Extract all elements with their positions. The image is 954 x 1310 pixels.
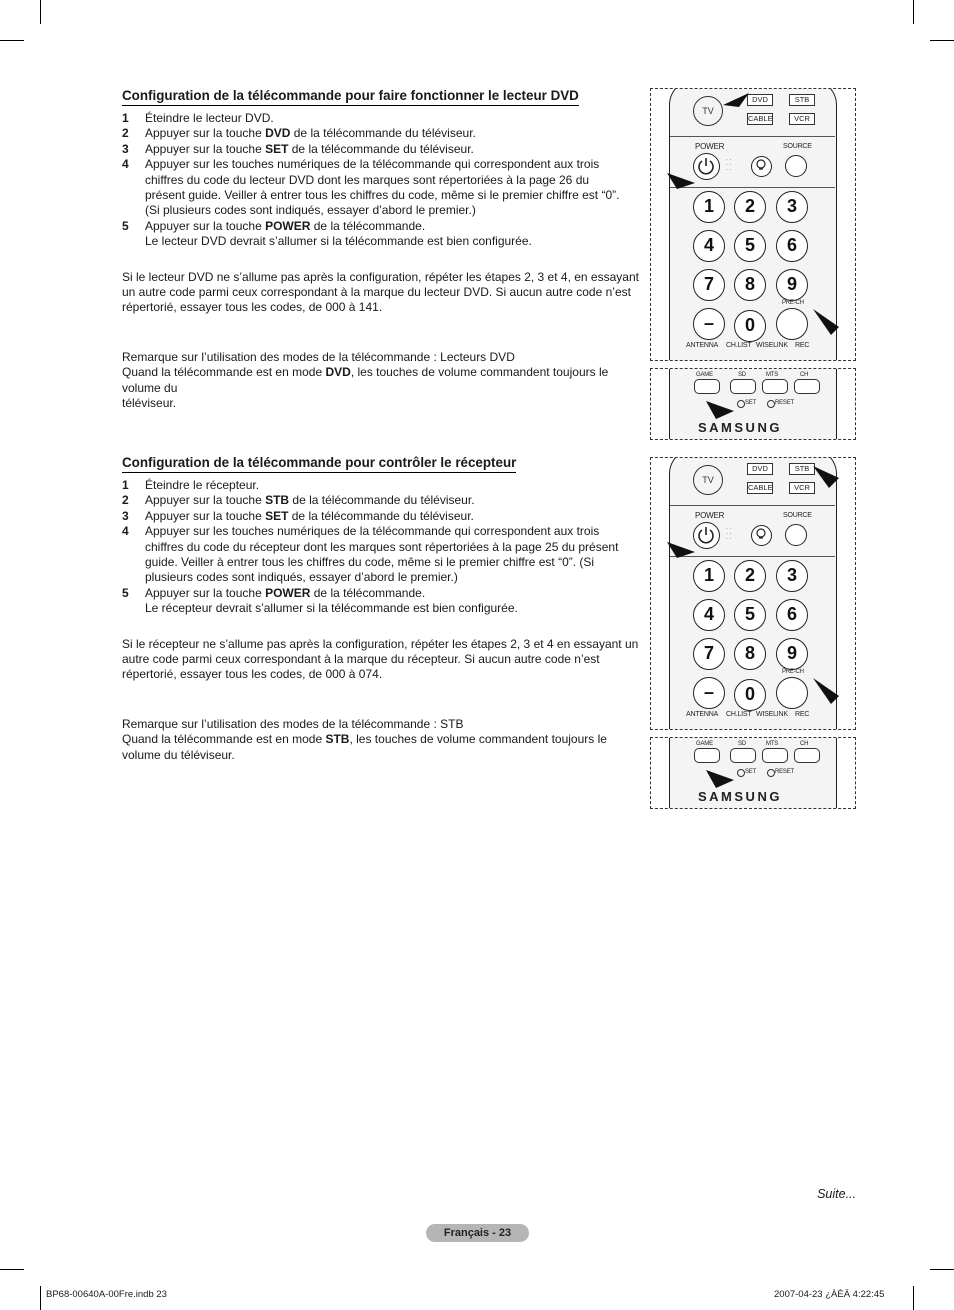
- vcr-button: VCR: [789, 482, 815, 494]
- ch-button: [794, 748, 820, 763]
- section-stb-title: Configuration de la télécommande pour contrôler le récepteur: [122, 455, 516, 473]
- stb-note: [122, 717, 640, 763]
- digit-0-button: 0: [734, 310, 766, 342]
- crop-mark: [930, 1269, 954, 1270]
- game-label: GAME: [696, 372, 713, 378]
- note-title: Remarque sur l’utilisation des modes de la télécommande : Lecteurs DVD: [122, 349, 515, 364]
- reset-label: RESET: [775, 769, 795, 775]
- power-icon: [694, 523, 718, 547]
- power-label: POWER: [695, 142, 725, 151]
- samsung-logo: SAMSUNG: [698, 420, 782, 435]
- crop-mark: [930, 40, 954, 41]
- reset-button: [767, 400, 775, 408]
- file-name: BP68-00640A-00Fre.indb 23: [46, 1289, 167, 1300]
- tv-button: TV: [693, 465, 723, 495]
- light-bulb-icon: [752, 157, 770, 175]
- step-number: 1: [122, 478, 129, 492]
- step-number: 4: [122, 157, 129, 172]
- step-1: [122, 478, 640, 493]
- digit-2-button: 2: [734, 191, 766, 223]
- mts-button: [762, 379, 788, 394]
- rec-label: REC: [795, 711, 810, 718]
- remote-upper-panel: [650, 88, 856, 361]
- power-label: POWER: [695, 511, 725, 520]
- set-label: SET: [745, 769, 757, 775]
- sd-label: SD: [738, 741, 746, 747]
- remote-upper-panel: [650, 457, 856, 730]
- mts-label: MTS: [766, 372, 779, 378]
- digit-4-button: 4: [693, 599, 725, 631]
- indicator-dots: · · · · · ·: [726, 526, 732, 542]
- stb-button: STB: [789, 94, 815, 106]
- samsung-logo: SAMSUNG: [698, 789, 782, 804]
- digit-3-button: 3: [776, 191, 808, 223]
- pointer-arrow-icon: [704, 399, 734, 419]
- chlist-label: CH.LIST: [726, 711, 752, 718]
- step-1: [122, 111, 640, 126]
- power-button: [693, 153, 720, 180]
- step-number: 5: [122, 585, 129, 600]
- digit-5-button: 5: [734, 230, 766, 262]
- step-text: Appuyer sur la touche POWER de la télécommande. Le lecteur DVD devrait s’allumer si la télécommande est bien configurée.: [145, 218, 532, 249]
- digit-0-button: 0: [734, 679, 766, 711]
- step-number: 3: [122, 508, 129, 523]
- remote-body: [669, 368, 837, 440]
- step-text: Appuyer sur la touche STB de la télécommande du téléviseur.: [145, 493, 475, 508]
- section-stb: [122, 455, 640, 763]
- game-button: [694, 379, 720, 394]
- digit-4-button: 4: [693, 230, 725, 262]
- digit-1-button: 1: [693, 560, 725, 592]
- source-button: [785, 155, 807, 177]
- section-dvd-title: Configuration de la télécommande pour faire fonctionner le lecteur DVD: [122, 88, 579, 106]
- stb-paragraph: Si le récepteur ne s’allume pas après la configuration, répéter les étapes 2, 3 et 4 en essayant un autre code parmi ceux correspondant à la marque du récepteur. Si aucun autre code n’est répertorié, essayer tous les codes, de 000 à 074.: [122, 636, 639, 682]
- digit-7-button: 7: [693, 269, 725, 301]
- step-text: Appuyer sur la touche POWER de la télécommande. Le récepteur devrait s’allumer si la télécommande est bien configurée.: [145, 585, 518, 616]
- dvd-button: DVD: [747, 463, 773, 475]
- pointer-arrow-icon: [721, 91, 751, 107]
- prech-label: PRE-CH: [782, 669, 804, 675]
- set-label: SET: [745, 400, 757, 406]
- step-text: Appuyer sur la touche DVD de la télécommande du téléviseur.: [145, 126, 476, 141]
- power-icon: [694, 154, 718, 178]
- crop-mark: [0, 40, 24, 41]
- digit-1-button: 1: [693, 191, 725, 223]
- mts-label: MTS: [766, 741, 779, 747]
- step-text: Éteindre le lecteur DVD.: [145, 111, 274, 125]
- step-4: [122, 157, 640, 219]
- step-text: Appuyer sur la touche SET de la télécommande du téléviseur.: [145, 141, 474, 156]
- digit-3-button: 3: [776, 560, 808, 592]
- prech-label: PRE-CH: [782, 300, 804, 306]
- prech-button: [776, 308, 808, 340]
- digit-2-button: 2: [734, 560, 766, 592]
- dash-button: –: [693, 308, 725, 340]
- pointer-arrow-icon: [811, 307, 841, 337]
- cable-button: CABLE: [748, 483, 773, 492]
- divider: [670, 136, 835, 137]
- section-dvd: [122, 88, 640, 412]
- light-button: [751, 525, 772, 546]
- pointer-arrow-icon: [704, 768, 734, 788]
- digit-8-button: 8: [734, 269, 766, 301]
- digit-6-button: 6: [776, 599, 808, 631]
- crop-mark: [913, 1286, 914, 1310]
- indicator-dots: · · · · · ·: [726, 157, 732, 173]
- tv-button: TV: [693, 96, 723, 126]
- step-text: Éteindre le récepteur.: [145, 478, 260, 492]
- digit-8-button: 8: [734, 638, 766, 670]
- step-3: [122, 142, 640, 157]
- crop-mark: [40, 1286, 41, 1310]
- divider: [670, 505, 835, 506]
- chlist-label: CH.LIST: [726, 342, 752, 349]
- step-number: 5: [122, 218, 129, 233]
- source-label: SOURCE: [783, 143, 812, 150]
- step-3: [122, 509, 640, 524]
- step-number: 2: [122, 126, 129, 141]
- step-2: [122, 493, 640, 508]
- reset-button: [767, 769, 775, 777]
- step-number: 3: [122, 141, 129, 156]
- note-text: Quand la télécommande est en mode DVD, les touches de volume commandent toujours le volume du: [122, 365, 609, 395]
- step-2: [122, 126, 640, 141]
- note-title: Remarque sur l’utilisation des modes de la télécommande : STB: [122, 716, 464, 731]
- digit-7-button: 7: [693, 638, 725, 670]
- note-text: Quand la télécommande est en mode STB, les touches de volume commandent toujours le volume du téléviseur.: [122, 732, 607, 762]
- step-5: [122, 586, 640, 617]
- wiselink-label: WISELINK: [756, 711, 788, 718]
- page-number-badge: Français - 23: [426, 1224, 529, 1242]
- remote-body: [669, 737, 837, 809]
- pointer-arrow-icon: [665, 171, 695, 189]
- antenna-label: ANTENNA: [686, 711, 719, 718]
- digit-6-button: 6: [776, 230, 808, 262]
- step-text: Appuyer sur les touches numériques de la télécommande qui correspondent aux trois chiffres du code du lecteur DVD dont les marques sont répertoriées à la page 26 du présent guide. Veiller à entrer tous les chiffres du code, même si le premier chiffre est “0”. (Si plusieurs codes sont indiqués, essayer d’abord le premier.): [145, 157, 620, 218]
- dash-button: –: [693, 677, 725, 709]
- pointer-arrow-icon: [665, 540, 695, 558]
- game-button: [694, 748, 720, 763]
- step-text: Appuyer sur les touches numériques de la télécommande qui correspondent aux trois chiffres du code du récepteur dont les marques sont répertoriées à la page 25 du présent guide. Veiller à entrer tous les chiffres du code, même si le premier chiffre est “0”. (Si plusieurs codes sont indiqués, essayer d’abord le premier.): [145, 524, 619, 585]
- step-5: [122, 219, 640, 250]
- digit-9-button: 9: [776, 638, 808, 670]
- cable-button: CABLE: [748, 114, 773, 123]
- pointer-arrow-icon: [811, 464, 841, 490]
- digit-9-button: 9: [776, 269, 808, 301]
- step-number: 1: [122, 111, 129, 125]
- ch-label: CH: [800, 741, 809, 747]
- sd-button: [730, 748, 756, 763]
- prech-button: [776, 677, 808, 709]
- crop-mark: [0, 1269, 24, 1270]
- rec-label: REC: [795, 342, 810, 349]
- crop-mark: [40, 0, 41, 24]
- note-text-last: téléviseur.: [122, 396, 177, 411]
- print-timestamp: 2007-04-23 ¿ÀÈÄ 4:22:45: [774, 1289, 885, 1300]
- vcr-button: VCR: [789, 113, 815, 125]
- source-button: [785, 524, 807, 546]
- crop-mark: [913, 0, 914, 24]
- ch-button: [794, 379, 820, 394]
- sd-button: [730, 379, 756, 394]
- step-number: 4: [122, 524, 129, 539]
- remote-lower-panel: [650, 737, 856, 809]
- digit-5-button: 5: [734, 599, 766, 631]
- step-text: Appuyer sur la touche SET de la télécommande du téléviseur.: [145, 508, 474, 523]
- power-button: [693, 522, 720, 549]
- set-button: [737, 769, 745, 777]
- sd-label: SD: [738, 372, 746, 378]
- ch-label: CH: [800, 372, 809, 378]
- stb-button: STB: [789, 463, 815, 475]
- wiselink-label: WISELINK: [756, 342, 788, 349]
- dvd-paragraph: Si le lecteur DVD ne s’allume pas après la configuration, répéter les étapes 2, 3 et 4, en essayant un autre code parmi ceux correspondant à la marque du lecteur DVD. Si aucun autre code n’est répertorié, essayer tous les codes, de 000 à 141.: [122, 269, 639, 315]
- step-4: [122, 524, 640, 586]
- set-button: [737, 400, 745, 408]
- antenna-label: ANTENNA: [686, 342, 719, 349]
- source-label: SOURCE: [783, 512, 812, 519]
- dvd-note: [122, 350, 640, 412]
- continued-label: Suite...: [817, 1187, 856, 1201]
- remote-lower-panel: [650, 368, 856, 440]
- mts-button: [762, 748, 788, 763]
- dvd-button: DVD: [747, 94, 773, 106]
- game-label: GAME: [696, 741, 713, 747]
- pointer-arrow-icon: [811, 676, 841, 706]
- step-number: 2: [122, 493, 129, 508]
- light-bulb-icon: [752, 526, 770, 544]
- reset-label: RESET: [775, 400, 795, 406]
- light-button: [751, 156, 772, 177]
